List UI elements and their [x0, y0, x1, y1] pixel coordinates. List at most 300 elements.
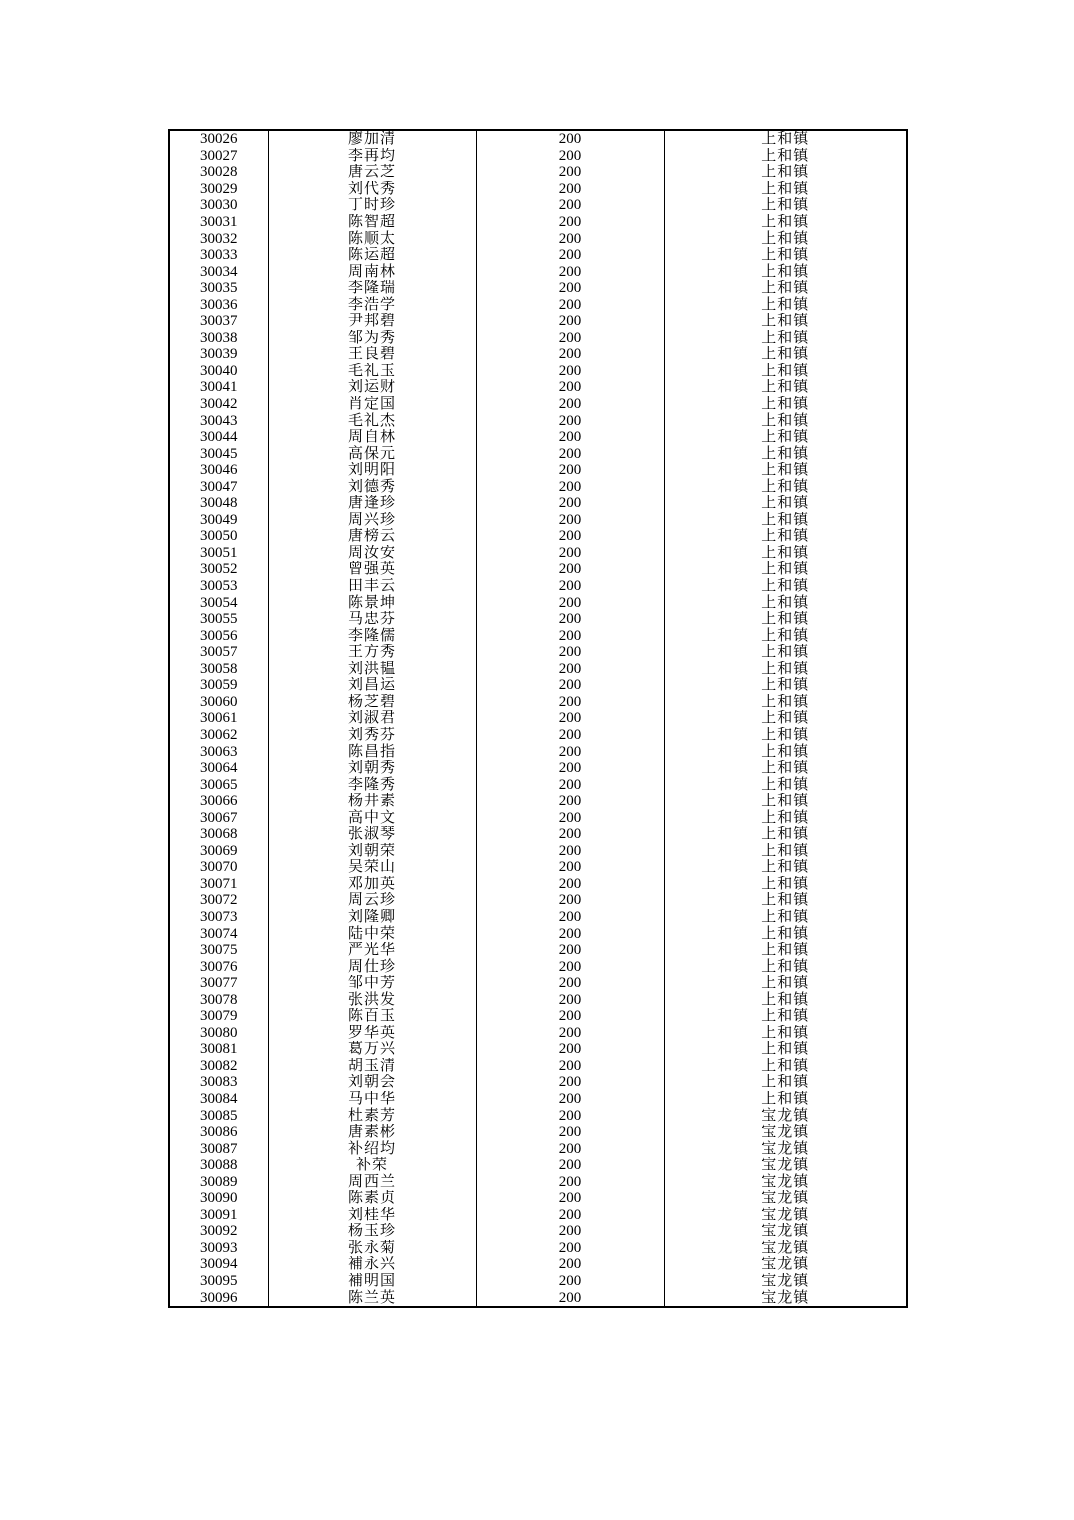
name-cell: 严光华	[268, 942, 476, 959]
row-number-cell: 30039	[169, 346, 268, 363]
table-row	[169, 1140, 907, 1157]
row-number-cell: 30063	[169, 743, 268, 760]
table-row	[169, 975, 907, 992]
town-cell: 上和镇	[664, 1058, 907, 1075]
name-cell: 杨井素	[268, 793, 476, 810]
amount-cell: 200	[476, 892, 664, 909]
town-cell: 上和镇	[664, 843, 907, 860]
row-number-cell: 30065	[169, 776, 268, 793]
town-cell: 上和镇	[664, 727, 907, 744]
table-row	[169, 1273, 907, 1290]
name-cell: 陈运超	[268, 247, 476, 264]
table-row	[169, 1107, 907, 1124]
amount-cell: 200	[476, 445, 664, 462]
town-cell: 上和镇	[664, 528, 907, 545]
name-cell: 邓加英	[268, 876, 476, 893]
table-row	[169, 280, 907, 297]
amount-cell: 200	[476, 1223, 664, 1240]
amount-cell: 200	[476, 975, 664, 992]
table-row	[169, 313, 907, 330]
name-cell: 刘朝会	[268, 1074, 476, 1091]
amount-cell: 200	[476, 561, 664, 578]
table-row	[169, 843, 907, 860]
name-cell: 唐素彬	[268, 1124, 476, 1141]
name-cell: 李隆儒	[268, 627, 476, 644]
name-cell: 杨玉珍	[268, 1223, 476, 1240]
name-cell: 刘昌运	[268, 677, 476, 694]
name-cell: 李隆瑞	[268, 280, 476, 297]
town-cell: 上和镇	[664, 925, 907, 942]
name-cell: 马中华	[268, 1091, 476, 1108]
town-cell: 上和镇	[664, 396, 907, 413]
name-cell: 刘秀芬	[268, 727, 476, 744]
amount-cell: 200	[476, 958, 664, 975]
table-row	[169, 991, 907, 1008]
amount-cell: 200	[476, 743, 664, 760]
table-row	[169, 148, 907, 165]
town-cell: 上和镇	[664, 561, 907, 578]
amount-cell: 200	[476, 909, 664, 926]
table-row	[169, 181, 907, 198]
row-number-cell: 30043	[169, 412, 268, 429]
town-cell: 上和镇	[664, 429, 907, 446]
name-cell: 補明国	[268, 1273, 476, 1290]
table-row	[169, 363, 907, 380]
row-number-cell: 30045	[169, 445, 268, 462]
amount-cell: 200	[476, 1041, 664, 1058]
amount-cell: 200	[476, 1190, 664, 1207]
town-cell: 上和镇	[664, 1074, 907, 1091]
table-row	[169, 1041, 907, 1058]
row-number-cell: 30057	[169, 644, 268, 661]
row-number-cell: 30062	[169, 727, 268, 744]
town-cell: 上和镇	[664, 942, 907, 959]
table-row	[169, 776, 907, 793]
row-number-cell: 30031	[169, 214, 268, 231]
name-cell: 刘淑君	[268, 710, 476, 727]
table-row	[169, 644, 907, 661]
amount-cell: 200	[476, 495, 664, 512]
amount-cell: 200	[476, 942, 664, 959]
town-cell: 上和镇	[664, 379, 907, 396]
row-number-cell: 30087	[169, 1140, 268, 1157]
town-cell: 上和镇	[664, 594, 907, 611]
roster-table-body	[169, 130, 907, 1307]
row-number-cell: 30053	[169, 578, 268, 595]
table-row	[169, 1025, 907, 1042]
table-row	[169, 958, 907, 975]
amount-cell: 200	[476, 230, 664, 247]
amount-cell: 200	[476, 727, 664, 744]
name-cell: 陈兰英	[268, 1289, 476, 1307]
row-number-cell: 30093	[169, 1240, 268, 1257]
table-row	[169, 512, 907, 529]
table-row	[169, 578, 907, 595]
amount-cell: 200	[476, 677, 664, 694]
row-number-cell: 30075	[169, 942, 268, 959]
row-number-cell: 30056	[169, 627, 268, 644]
row-number-cell: 30079	[169, 1008, 268, 1025]
table-row	[169, 694, 907, 711]
table-row	[169, 379, 907, 396]
table-row	[169, 528, 907, 545]
town-cell: 上和镇	[664, 247, 907, 264]
amount-cell: 200	[476, 876, 664, 893]
row-number-cell: 30037	[169, 313, 268, 330]
amount-cell: 200	[476, 1256, 664, 1273]
name-cell: 刘明阳	[268, 462, 476, 479]
row-number-cell: 30041	[169, 379, 268, 396]
row-number-cell: 30030	[169, 197, 268, 214]
table-row	[169, 1124, 907, 1141]
amount-cell: 200	[476, 148, 664, 165]
town-cell: 上和镇	[664, 263, 907, 280]
town-cell: 上和镇	[664, 991, 907, 1008]
town-cell: 上和镇	[664, 859, 907, 876]
row-number-cell: 30059	[169, 677, 268, 694]
row-number-cell: 30082	[169, 1058, 268, 1075]
row-number-cell: 30061	[169, 710, 268, 727]
name-cell: 毛礼杰	[268, 412, 476, 429]
amount-cell: 200	[476, 1008, 664, 1025]
table-row	[169, 892, 907, 909]
amount-cell: 200	[476, 363, 664, 380]
name-cell: 刘朝秀	[268, 760, 476, 777]
row-number-cell: 30046	[169, 462, 268, 479]
table-row	[169, 627, 907, 644]
name-cell: 高中文	[268, 809, 476, 826]
row-number-cell: 30051	[169, 545, 268, 562]
name-cell: 陆中荣	[268, 925, 476, 942]
table-row	[169, 478, 907, 495]
table-row	[169, 1173, 907, 1190]
town-cell: 宝龙镇	[664, 1289, 907, 1307]
amount-cell: 200	[476, 1124, 664, 1141]
name-cell: 吴荣山	[268, 859, 476, 876]
table-row	[169, 396, 907, 413]
amount-cell: 200	[476, 627, 664, 644]
row-number-cell: 30055	[169, 611, 268, 628]
amount-cell: 200	[476, 429, 664, 446]
amount-cell: 200	[476, 1273, 664, 1290]
name-cell: 补荣	[268, 1157, 476, 1174]
row-number-cell: 30077	[169, 975, 268, 992]
row-number-cell: 30086	[169, 1124, 268, 1141]
town-cell: 上和镇	[664, 445, 907, 462]
row-number-cell: 30069	[169, 843, 268, 860]
row-number-cell: 30052	[169, 561, 268, 578]
name-cell: 曾强英	[268, 561, 476, 578]
row-number-cell: 30042	[169, 396, 268, 413]
name-cell: 陈百玉	[268, 1008, 476, 1025]
row-number-cell: 30091	[169, 1207, 268, 1224]
table-row	[169, 445, 907, 462]
table-row	[169, 793, 907, 810]
amount-cell: 200	[476, 130, 664, 148]
table-row	[169, 611, 907, 628]
table-row	[169, 214, 907, 231]
table-row	[169, 263, 907, 280]
row-number-cell: 30076	[169, 958, 268, 975]
name-cell: 补绍均	[268, 1140, 476, 1157]
row-number-cell: 30044	[169, 429, 268, 446]
row-number-cell: 30066	[169, 793, 268, 810]
name-cell: 陈昌指	[268, 743, 476, 760]
table-row	[169, 1256, 907, 1273]
amount-cell: 200	[476, 1058, 664, 1075]
amount-cell: 200	[476, 280, 664, 297]
town-cell: 上和镇	[664, 296, 907, 313]
amount-cell: 200	[476, 1157, 664, 1174]
table-row	[169, 1207, 907, 1224]
town-cell: 上和镇	[664, 495, 907, 512]
name-cell: 刘运财	[268, 379, 476, 396]
row-number-cell: 30034	[169, 263, 268, 280]
name-cell: 陈顺太	[268, 230, 476, 247]
name-cell: 罗华英	[268, 1025, 476, 1042]
town-cell: 上和镇	[664, 958, 907, 975]
table-row	[169, 1240, 907, 1257]
town-cell: 宝龙镇	[664, 1157, 907, 1174]
row-number-cell: 30033	[169, 247, 268, 264]
town-cell: 上和镇	[664, 876, 907, 893]
row-number-cell: 30095	[169, 1273, 268, 1290]
row-number-cell: 30048	[169, 495, 268, 512]
town-cell: 上和镇	[664, 1025, 907, 1042]
row-number-cell: 30084	[169, 1091, 268, 1108]
town-cell: 上和镇	[664, 826, 907, 843]
town-cell: 上和镇	[664, 760, 907, 777]
amount-cell: 200	[476, 379, 664, 396]
amount-cell: 200	[476, 1207, 664, 1224]
table-row	[169, 710, 907, 727]
table-row	[169, 661, 907, 678]
amount-cell: 200	[476, 594, 664, 611]
amount-cell: 200	[476, 346, 664, 363]
name-cell: 杜素芳	[268, 1107, 476, 1124]
amount-cell: 200	[476, 776, 664, 793]
amount-cell: 200	[476, 396, 664, 413]
amount-cell: 200	[476, 843, 664, 860]
town-cell: 上和镇	[664, 346, 907, 363]
amount-cell: 200	[476, 545, 664, 562]
table-row	[169, 677, 907, 694]
amount-cell: 200	[476, 1173, 664, 1190]
name-cell: 张淑琴	[268, 826, 476, 843]
town-cell: 上和镇	[664, 230, 907, 247]
table-row	[169, 429, 907, 446]
row-number-cell: 30067	[169, 809, 268, 826]
amount-cell: 200	[476, 859, 664, 876]
row-number-cell: 30094	[169, 1256, 268, 1273]
name-cell: 周兴珍	[268, 512, 476, 529]
name-cell: 李浩学	[268, 296, 476, 313]
row-number-cell: 30035	[169, 280, 268, 297]
table-row	[169, 826, 907, 843]
table-row	[169, 230, 907, 247]
name-cell: 刘隆卿	[268, 909, 476, 926]
town-cell: 宝龙镇	[664, 1140, 907, 1157]
name-cell: 周云珍	[268, 892, 476, 909]
amount-cell: 200	[476, 991, 664, 1008]
amount-cell: 200	[476, 1107, 664, 1124]
name-cell: 補永兴	[268, 1256, 476, 1273]
town-cell: 上和镇	[664, 164, 907, 181]
amount-cell: 200	[476, 809, 664, 826]
town-cell: 上和镇	[664, 330, 907, 347]
amount-cell: 200	[476, 826, 664, 843]
name-cell: 唐云芝	[268, 164, 476, 181]
town-cell: 上和镇	[664, 1041, 907, 1058]
amount-cell: 200	[476, 164, 664, 181]
row-number-cell: 30092	[169, 1223, 268, 1240]
town-cell: 宝龙镇	[664, 1190, 907, 1207]
name-cell: 张永菊	[268, 1240, 476, 1257]
row-number-cell: 30083	[169, 1074, 268, 1091]
row-number-cell: 30028	[169, 164, 268, 181]
table-row	[169, 925, 907, 942]
town-cell: 上和镇	[664, 313, 907, 330]
town-cell: 上和镇	[664, 214, 907, 231]
name-cell: 周汝安	[268, 545, 476, 562]
amount-cell: 200	[476, 512, 664, 529]
table-row	[169, 942, 907, 959]
amount-cell: 200	[476, 1240, 664, 1257]
row-number-cell: 30049	[169, 512, 268, 529]
amount-cell: 200	[476, 644, 664, 661]
table-row	[169, 462, 907, 479]
table-row	[169, 909, 907, 926]
name-cell: 张洪发	[268, 991, 476, 1008]
table-row	[169, 1074, 907, 1091]
town-cell: 上和镇	[664, 776, 907, 793]
row-number-cell: 30047	[169, 478, 268, 495]
table-row	[169, 330, 907, 347]
table-row	[169, 727, 907, 744]
row-number-cell: 30074	[169, 925, 268, 942]
name-cell: 肖定国	[268, 396, 476, 413]
row-number-cell: 30068	[169, 826, 268, 843]
name-cell: 王良碧	[268, 346, 476, 363]
row-number-cell: 30032	[169, 230, 268, 247]
name-cell: 陈智超	[268, 214, 476, 231]
table-row	[169, 495, 907, 512]
town-cell: 上和镇	[664, 363, 907, 380]
name-cell: 周自林	[268, 429, 476, 446]
amount-cell: 200	[476, 412, 664, 429]
row-number-cell: 30071	[169, 876, 268, 893]
name-cell: 田丰云	[268, 578, 476, 595]
table-row	[169, 760, 907, 777]
row-number-cell: 30078	[169, 991, 268, 1008]
town-cell: 上和镇	[664, 661, 907, 678]
row-number-cell: 30070	[169, 859, 268, 876]
town-cell: 上和镇	[664, 148, 907, 165]
row-number-cell: 30088	[169, 1157, 268, 1174]
town-cell: 上和镇	[664, 181, 907, 198]
table-row	[169, 1091, 907, 1108]
amount-cell: 200	[476, 330, 664, 347]
town-cell: 上和镇	[664, 892, 907, 909]
amount-cell: 200	[476, 528, 664, 545]
table-row	[169, 876, 907, 893]
town-cell: 上和镇	[664, 512, 907, 529]
town-cell: 宝龙镇	[664, 1240, 907, 1257]
table-row	[169, 197, 907, 214]
row-number-cell: 30040	[169, 363, 268, 380]
table-row	[169, 130, 907, 148]
table-row	[169, 1008, 907, 1025]
amount-cell: 200	[476, 462, 664, 479]
town-cell: 上和镇	[664, 694, 907, 711]
amount-cell: 200	[476, 1025, 664, 1042]
amount-cell: 200	[476, 710, 664, 727]
amount-cell: 200	[476, 181, 664, 198]
name-cell: 邹为秀	[268, 330, 476, 347]
table-row	[169, 296, 907, 313]
table-row	[169, 412, 907, 429]
town-cell: 上和镇	[664, 644, 907, 661]
row-number-cell: 30038	[169, 330, 268, 347]
town-cell: 上和镇	[664, 743, 907, 760]
table-row	[169, 1058, 907, 1075]
amount-cell: 200	[476, 925, 664, 942]
town-cell: 上和镇	[664, 197, 907, 214]
amount-cell: 200	[476, 578, 664, 595]
roster-table	[168, 129, 908, 1308]
name-cell: 陈景坤	[268, 594, 476, 611]
row-number-cell: 30050	[169, 528, 268, 545]
name-cell: 尹邦碧	[268, 313, 476, 330]
town-cell: 上和镇	[664, 578, 907, 595]
town-cell: 上和镇	[664, 462, 907, 479]
town-cell: 上和镇	[664, 627, 907, 644]
name-cell: 邹中芳	[268, 975, 476, 992]
name-cell: 廖加清	[268, 130, 476, 148]
table-row	[169, 809, 907, 826]
table-row	[169, 594, 907, 611]
town-cell: 上和镇	[664, 130, 907, 148]
table-row	[169, 1223, 907, 1240]
name-cell: 陈素贞	[268, 1190, 476, 1207]
town-cell: 上和镇	[664, 677, 907, 694]
table-row	[169, 346, 907, 363]
name-cell: 胡玉清	[268, 1058, 476, 1075]
name-cell: 马忠芬	[268, 611, 476, 628]
amount-cell: 200	[476, 1289, 664, 1307]
amount-cell: 200	[476, 611, 664, 628]
name-cell: 唐逢珍	[268, 495, 476, 512]
town-cell: 宝龙镇	[664, 1124, 907, 1141]
name-cell: 王方秀	[268, 644, 476, 661]
row-number-cell: 30064	[169, 760, 268, 777]
amount-cell: 200	[476, 214, 664, 231]
amount-cell: 200	[476, 296, 664, 313]
town-cell: 宝龙镇	[664, 1107, 907, 1124]
town-cell: 上和镇	[664, 478, 907, 495]
town-cell: 上和镇	[664, 611, 907, 628]
name-cell: 刘朝荣	[268, 843, 476, 860]
row-number-cell: 30081	[169, 1041, 268, 1058]
town-cell: 上和镇	[664, 412, 907, 429]
row-number-cell: 30096	[169, 1289, 268, 1307]
name-cell: 毛礼玉	[268, 363, 476, 380]
amount-cell: 200	[476, 1074, 664, 1091]
name-cell: 丁时珍	[268, 197, 476, 214]
amount-cell: 200	[476, 313, 664, 330]
table-row	[169, 247, 907, 264]
table-row	[169, 561, 907, 578]
